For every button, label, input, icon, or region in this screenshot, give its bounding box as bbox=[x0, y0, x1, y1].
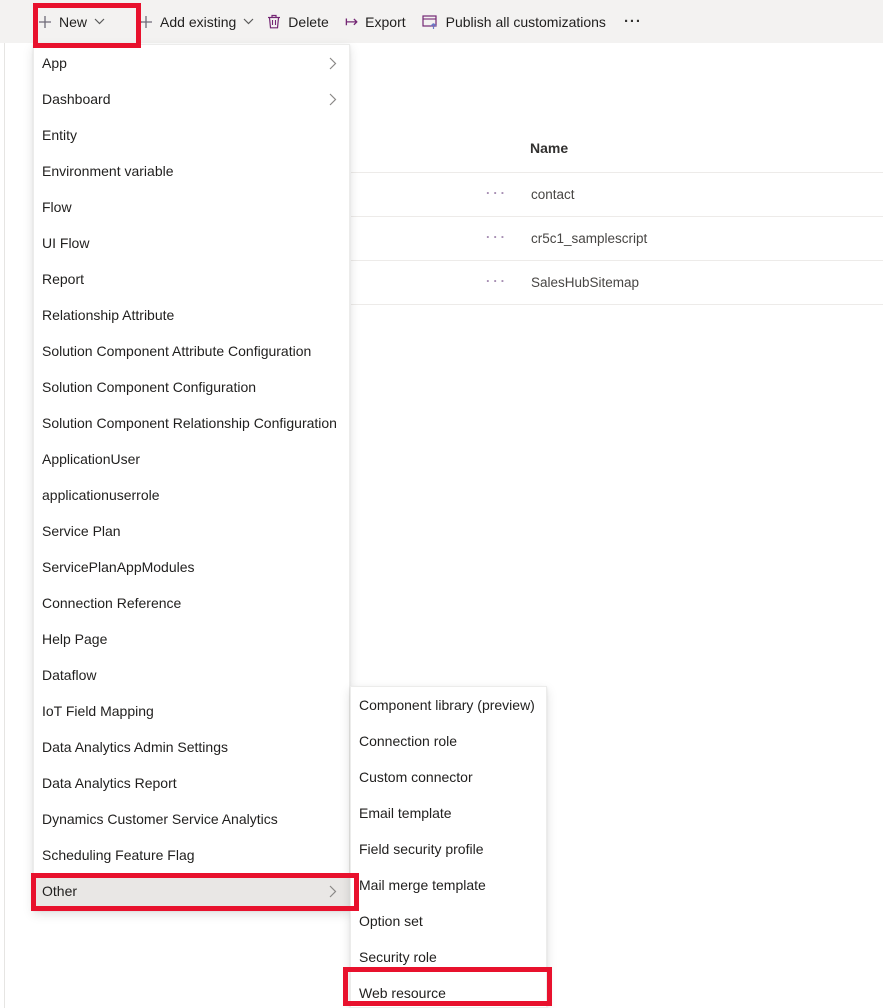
row-more-icon[interactable]: ··· bbox=[486, 273, 508, 289]
menu-item-scheduling-feature-flag[interactable] bbox=[34, 837, 349, 873]
publish-all-button[interactable] bbox=[422, 0, 606, 43]
page-left-edge-divider bbox=[4, 43, 5, 1008]
menu-item-label: Connection Reference bbox=[42, 595, 182, 611]
grid-divider bbox=[351, 304, 883, 305]
menu-item-dashboard[interactable] bbox=[34, 81, 349, 117]
menu-item-service-plan[interactable] bbox=[34, 513, 349, 549]
menu-item-label: Dynamics Customer Service Analytics bbox=[42, 811, 278, 827]
submenu-item-label: Field security profile bbox=[359, 841, 484, 857]
new-dropdown-menu bbox=[33, 44, 350, 910]
submenu-item-email-template[interactable] bbox=[351, 795, 546, 831]
toolbar-overflow-button[interactable] bbox=[624, 0, 642, 43]
menu-item-label: Other bbox=[42, 883, 78, 899]
menu-item-solution-component-configuration[interactable] bbox=[34, 369, 349, 405]
plus-icon bbox=[38, 15, 52, 29]
menu-item-help-page[interactable] bbox=[34, 621, 349, 657]
table-row[interactable] bbox=[351, 172, 883, 216]
menu-item-applicationuser[interactable] bbox=[34, 441, 349, 477]
chevron-down-icon bbox=[94, 18, 105, 25]
submenu-item-component-library[interactable] bbox=[351, 687, 546, 723]
submenu-item-label: Mail merge template bbox=[359, 877, 486, 893]
export-icon: ↦ bbox=[344, 11, 359, 31]
submenu-item-label: Custom connector bbox=[359, 769, 473, 785]
menu-item-label: App bbox=[42, 55, 67, 71]
row-name-cell[interactable]: cr5c1_samplescript bbox=[531, 230, 648, 246]
delete-button[interactable] bbox=[267, 0, 328, 43]
menu-item-label: ApplicationUser bbox=[42, 451, 141, 467]
column-header-name[interactable]: Name bbox=[530, 140, 569, 156]
menu-item-label: Dataflow bbox=[42, 667, 97, 683]
row-name-cell[interactable]: contact bbox=[531, 186, 575, 202]
menu-item-label: Flow bbox=[42, 199, 72, 215]
menu-item-entity[interactable] bbox=[34, 117, 349, 153]
menu-item-label: Data Analytics Report bbox=[42, 775, 177, 791]
add-existing-label: Add existing bbox=[160, 13, 237, 30]
menu-item-label: Entity bbox=[42, 127, 78, 143]
submenu-item-label: Web resource bbox=[359, 985, 446, 1001]
command-bar bbox=[0, 0, 883, 43]
menu-item-solution-component-relationship-configuration[interactable] bbox=[34, 405, 349, 441]
submenu-item-field-security-profile[interactable] bbox=[351, 831, 546, 867]
new-button-label: New bbox=[59, 13, 88, 30]
menu-item-data-analytics-report[interactable] bbox=[34, 765, 349, 801]
export-label: Export bbox=[365, 13, 406, 30]
submenu-item-mail-merge-template[interactable] bbox=[351, 867, 546, 903]
submenu-item-label: Security role bbox=[359, 949, 437, 965]
menu-item-environment-variable[interactable] bbox=[34, 153, 349, 189]
submenu-item-label: Option set bbox=[359, 913, 423, 929]
menu-item-label: Report bbox=[42, 271, 85, 287]
menu-item-solution-component-attribute-configuration[interactable] bbox=[34, 333, 349, 369]
submenu-item-security-role[interactable] bbox=[351, 939, 546, 975]
chevron-right-icon bbox=[329, 93, 337, 106]
submenu-item-label: Email template bbox=[359, 805, 452, 821]
menu-item-label: applicationuserrole bbox=[42, 487, 160, 503]
add-existing-icon bbox=[137, 15, 153, 29]
menu-item-label: IoT Field Mapping bbox=[42, 703, 154, 719]
menu-item-label: Solution Component Relationship Configuration bbox=[42, 415, 337, 431]
table-row[interactable] bbox=[351, 260, 883, 304]
publish-icon bbox=[422, 14, 439, 30]
chevron-right-icon bbox=[329, 57, 337, 70]
delete-label: Delete bbox=[288, 13, 329, 30]
other-submenu bbox=[350, 686, 547, 1008]
menu-item-label: Data Analytics Admin Settings bbox=[42, 739, 228, 755]
menu-item-dynamics-customer-service-analytics[interactable] bbox=[34, 801, 349, 837]
submenu-item-label: Component library (preview) bbox=[359, 697, 535, 713]
menu-item-relationship-attribute[interactable] bbox=[34, 297, 349, 333]
menu-item-label: ServicePlanAppModules bbox=[42, 559, 195, 575]
menu-item-label: UI Flow bbox=[42, 235, 90, 251]
menu-item-label: Relationship Attribute bbox=[42, 307, 175, 323]
menu-item-label: Solution Component Attribute Configuration bbox=[42, 343, 312, 359]
submenu-item-connection-role[interactable] bbox=[351, 723, 546, 759]
menu-item-label: Scheduling Feature Flag bbox=[42, 847, 195, 863]
row-more-icon[interactable]: ··· bbox=[486, 185, 508, 201]
submenu-item-option-set[interactable] bbox=[351, 903, 546, 939]
table-row[interactable] bbox=[351, 216, 883, 260]
menu-item-label: Dashboard bbox=[42, 91, 111, 107]
menu-item-label: Solution Component Configuration bbox=[42, 379, 257, 395]
menu-item-other[interactable] bbox=[34, 873, 349, 909]
row-more-icon[interactable]: ··· bbox=[486, 229, 508, 245]
ellipsis-icon: ··· bbox=[623, 13, 642, 30]
submenu-item-label: Connection role bbox=[359, 733, 458, 749]
menu-item-data-analytics-admin-settings[interactable] bbox=[34, 729, 349, 765]
menu-item-label: Service Plan bbox=[42, 523, 121, 539]
menu-item-dataflow[interactable] bbox=[34, 657, 349, 693]
chevron-down-icon bbox=[243, 18, 254, 25]
menu-item-app[interactable] bbox=[34, 45, 349, 81]
menu-item-label: Help Page bbox=[42, 631, 108, 647]
menu-item-ui-flow[interactable] bbox=[34, 225, 349, 261]
chevron-right-icon bbox=[329, 885, 337, 898]
row-name-cell[interactable]: SalesHubSitemap bbox=[531, 274, 640, 290]
menu-item-iot-field-mapping[interactable] bbox=[34, 693, 349, 729]
menu-item-report[interactable] bbox=[34, 261, 349, 297]
publish-all-label: Publish all customizations bbox=[445, 13, 606, 30]
export-button[interactable] bbox=[345, 0, 406, 43]
submenu-item-custom-connector[interactable] bbox=[351, 759, 546, 795]
menu-item-serviceplanappmodules[interactable] bbox=[34, 549, 349, 585]
trash-icon bbox=[267, 14, 281, 29]
menu-item-applicationuserrole[interactable] bbox=[34, 477, 349, 513]
new-button[interactable] bbox=[38, 0, 105, 43]
menu-item-label: Environment variable bbox=[42, 163, 174, 179]
add-existing-button[interactable] bbox=[137, 0, 254, 43]
menu-item-connection-reference[interactable] bbox=[34, 585, 349, 621]
submenu-item-web-resource[interactable] bbox=[351, 975, 546, 1008]
menu-item-flow[interactable] bbox=[34, 189, 349, 225]
